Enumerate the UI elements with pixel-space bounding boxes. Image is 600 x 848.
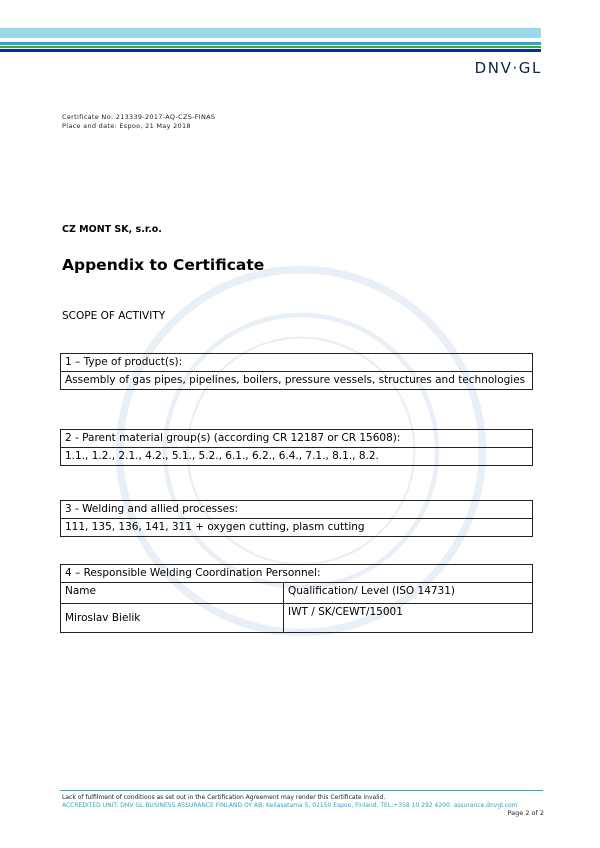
footer-divider	[60, 790, 543, 791]
processes-table	[60, 500, 533, 537]
processes-heading: 3 - Welding and allied processes:	[61, 501, 533, 519]
table-row	[61, 604, 533, 633]
footer-accredited-unit: ACCREDITED UNIT: DNV GL BUSINESS ASSURANCE FINLAND OY AB, Keilasatama 5, 02150 Espoo, Finland. TEL:+358 10 292 4200. assurance.dnvgl.com	[62, 801, 518, 809]
personnel-table	[60, 564, 533, 633]
materials-text: 1.1., 1.2., 2.1., 4.2., 5.1., 5.2., 6.1., 6.2., 6.4., 7.1., 8.1., 8.2.	[61, 448, 533, 466]
personnel-heading: 4 – Responsible Welding Coordination Personnel:	[61, 565, 533, 583]
page-title: Appendix to Certificate	[62, 256, 265, 274]
materials-table	[60, 429, 533, 466]
processes-text: 111, 135, 136, 141, 311 + oxygen cutting, plasm cutting	[61, 519, 533, 537]
footer-validity-note: Lack of fulfilment of conditions as set out in the Certification Agreement may render this Certificate invalid.	[62, 794, 386, 801]
header-band-blue	[0, 42, 541, 45]
person-qualification: IWT / SK/CEWT/15001	[284, 604, 533, 633]
products-table	[60, 353, 533, 390]
place-and-date: Place and date: Espoo, 21 May 2018	[62, 121, 191, 130]
products-heading: 1 – Type of product(s):	[61, 354, 533, 372]
footer	[62, 794, 518, 809]
column-header-qualification: Qualification/ Level (ISO 14731)	[284, 583, 533, 604]
column-header-name: Name	[61, 583, 284, 604]
header-band-green	[0, 46, 541, 48]
person-name: Miroslav Bielik	[61, 604, 284, 633]
company-name: CZ MONT SK, s.r.o.	[62, 224, 162, 235]
header-band-light	[0, 28, 541, 38]
dnvgl-logo: DNV·GL	[474, 59, 542, 77]
products-text: Assembly of gas pipes, pipelines, boilers, pressure vessels, structures and technologies	[61, 372, 533, 390]
header-band-navy	[0, 49, 541, 52]
certificate-meta	[62, 113, 215, 130]
page-number: Page 2 of 2	[507, 809, 544, 817]
scope-heading: SCOPE OF ACTIVITY	[62, 310, 166, 322]
certificate-number: Certificate No: 213339-2017-AQ-CZS-FINAS	[62, 113, 216, 121]
materials-heading: 2 - Parent material group(s) (according CR 12187 or CR 15608):	[61, 430, 533, 448]
